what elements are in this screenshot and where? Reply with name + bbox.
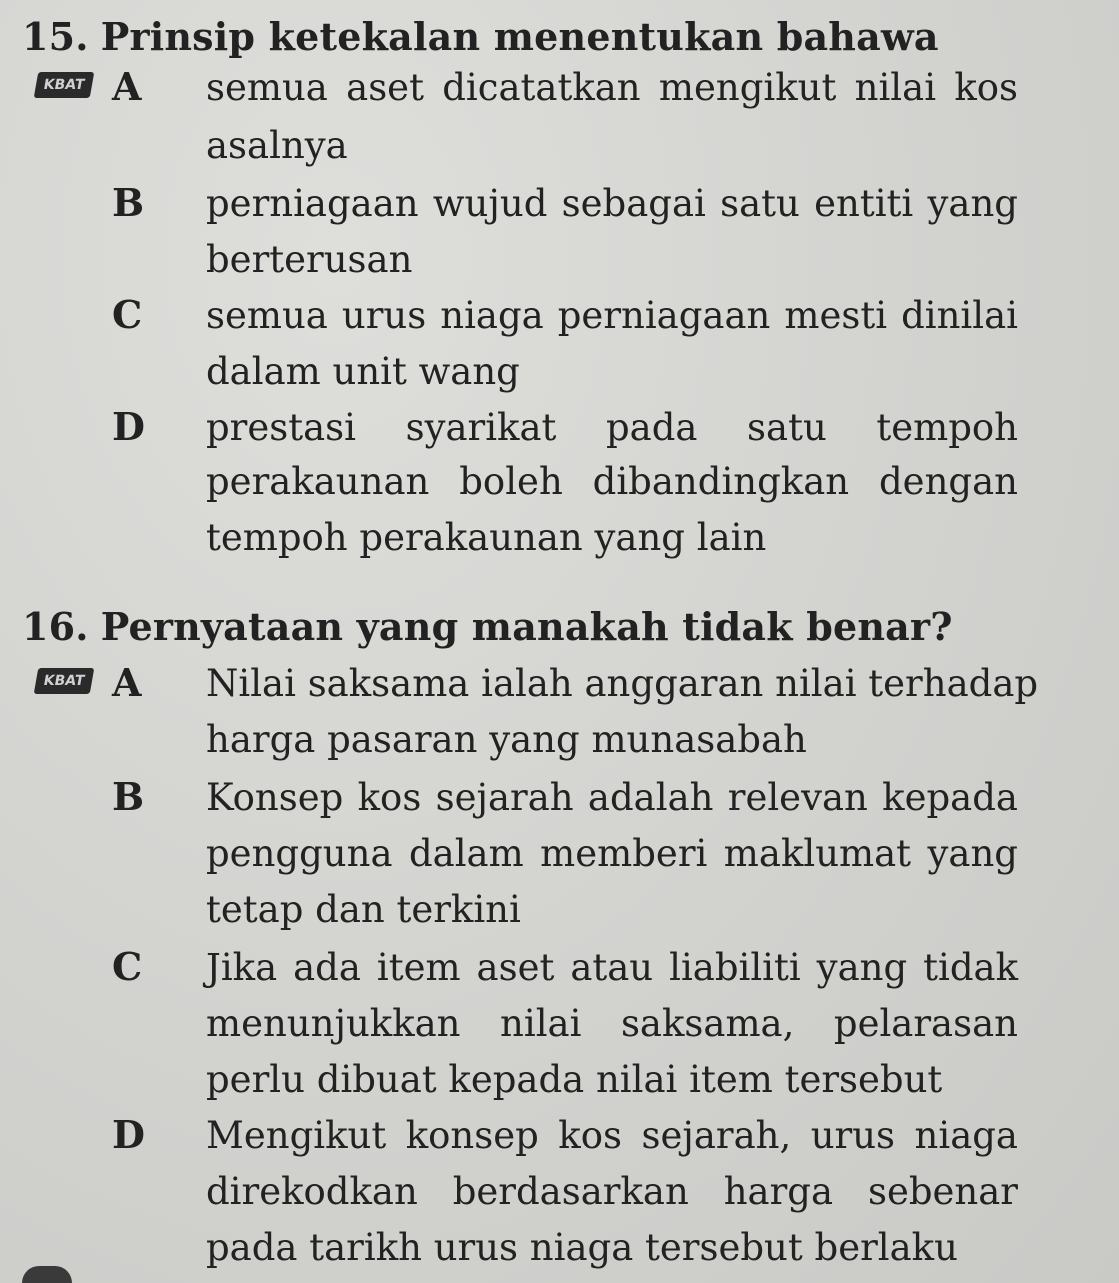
option-line: semua urus niaga perniagaan mesti dinilai bbox=[206, 294, 1018, 337]
option-line: prestasi syarikat pada satu tempoh bbox=[206, 406, 1018, 449]
option-line: perlu dibuat kepada nilai item tersebut bbox=[206, 1058, 943, 1101]
option-line: dalam unit wang bbox=[206, 350, 520, 393]
option-letter: D bbox=[112, 404, 145, 449]
cropped-badge-edge bbox=[22, 1266, 72, 1283]
option-line: perniagaan wujud sebagai satu entiti yang bbox=[206, 182, 1018, 225]
option-line: berterusan bbox=[206, 238, 413, 281]
option-line: pengguna dalam memberi maklumat yang bbox=[206, 832, 1018, 875]
option-line: direkodkan berdasarkan harga sebenar bbox=[206, 1170, 1018, 1213]
option-line: Jika ada item aset atau liabiliti yang tidak bbox=[206, 946, 1018, 989]
option-line: harga pasaran yang munasabah bbox=[206, 718, 807, 761]
question-text: Prinsip ketekalan menentukan bahawa bbox=[100, 14, 939, 59]
option-line: Konsep kos sejarah adalah relevan kepada bbox=[206, 776, 1018, 819]
option-letter: A bbox=[112, 660, 142, 705]
option-line: Mengikut konsep kos sejarah, urus niaga bbox=[206, 1114, 1018, 1157]
option-letter: D bbox=[112, 1112, 145, 1157]
question-number: 16. bbox=[22, 604, 89, 649]
option-line: semua aset dicatatkan mengikut nilai kos bbox=[206, 66, 1018, 109]
question-number: 15. bbox=[22, 14, 89, 59]
option-letter: B bbox=[112, 180, 145, 225]
option-line: menunjukkan nilai saksama, pelarasan bbox=[206, 1002, 1018, 1045]
option-line: tempoh perakaunan yang lain bbox=[206, 516, 767, 559]
option-line: perakaunan boleh dibandingkan dengan bbox=[206, 460, 1018, 503]
question-text: Pernyataan yang manakah tidak benar? bbox=[100, 604, 953, 649]
option-line: pada tarikh urus niaga tersebut berlaku bbox=[206, 1226, 958, 1269]
option-line: asalnya bbox=[206, 124, 348, 167]
kbat-code-badge: KBAT bbox=[34, 668, 95, 694]
question-15-stem bbox=[22, 14, 939, 59]
option-line: tetap dan terkini bbox=[206, 888, 521, 931]
option-letter: A bbox=[112, 64, 142, 109]
question-16-stem bbox=[22, 604, 953, 649]
kbat-code-badge: KBAT bbox=[34, 72, 95, 98]
option-letter: C bbox=[112, 944, 143, 989]
option-line: Nilai saksama ialah anggaran nilai terhadap bbox=[206, 662, 1039, 705]
option-letter: C bbox=[112, 292, 143, 337]
option-letter: B bbox=[112, 774, 145, 819]
